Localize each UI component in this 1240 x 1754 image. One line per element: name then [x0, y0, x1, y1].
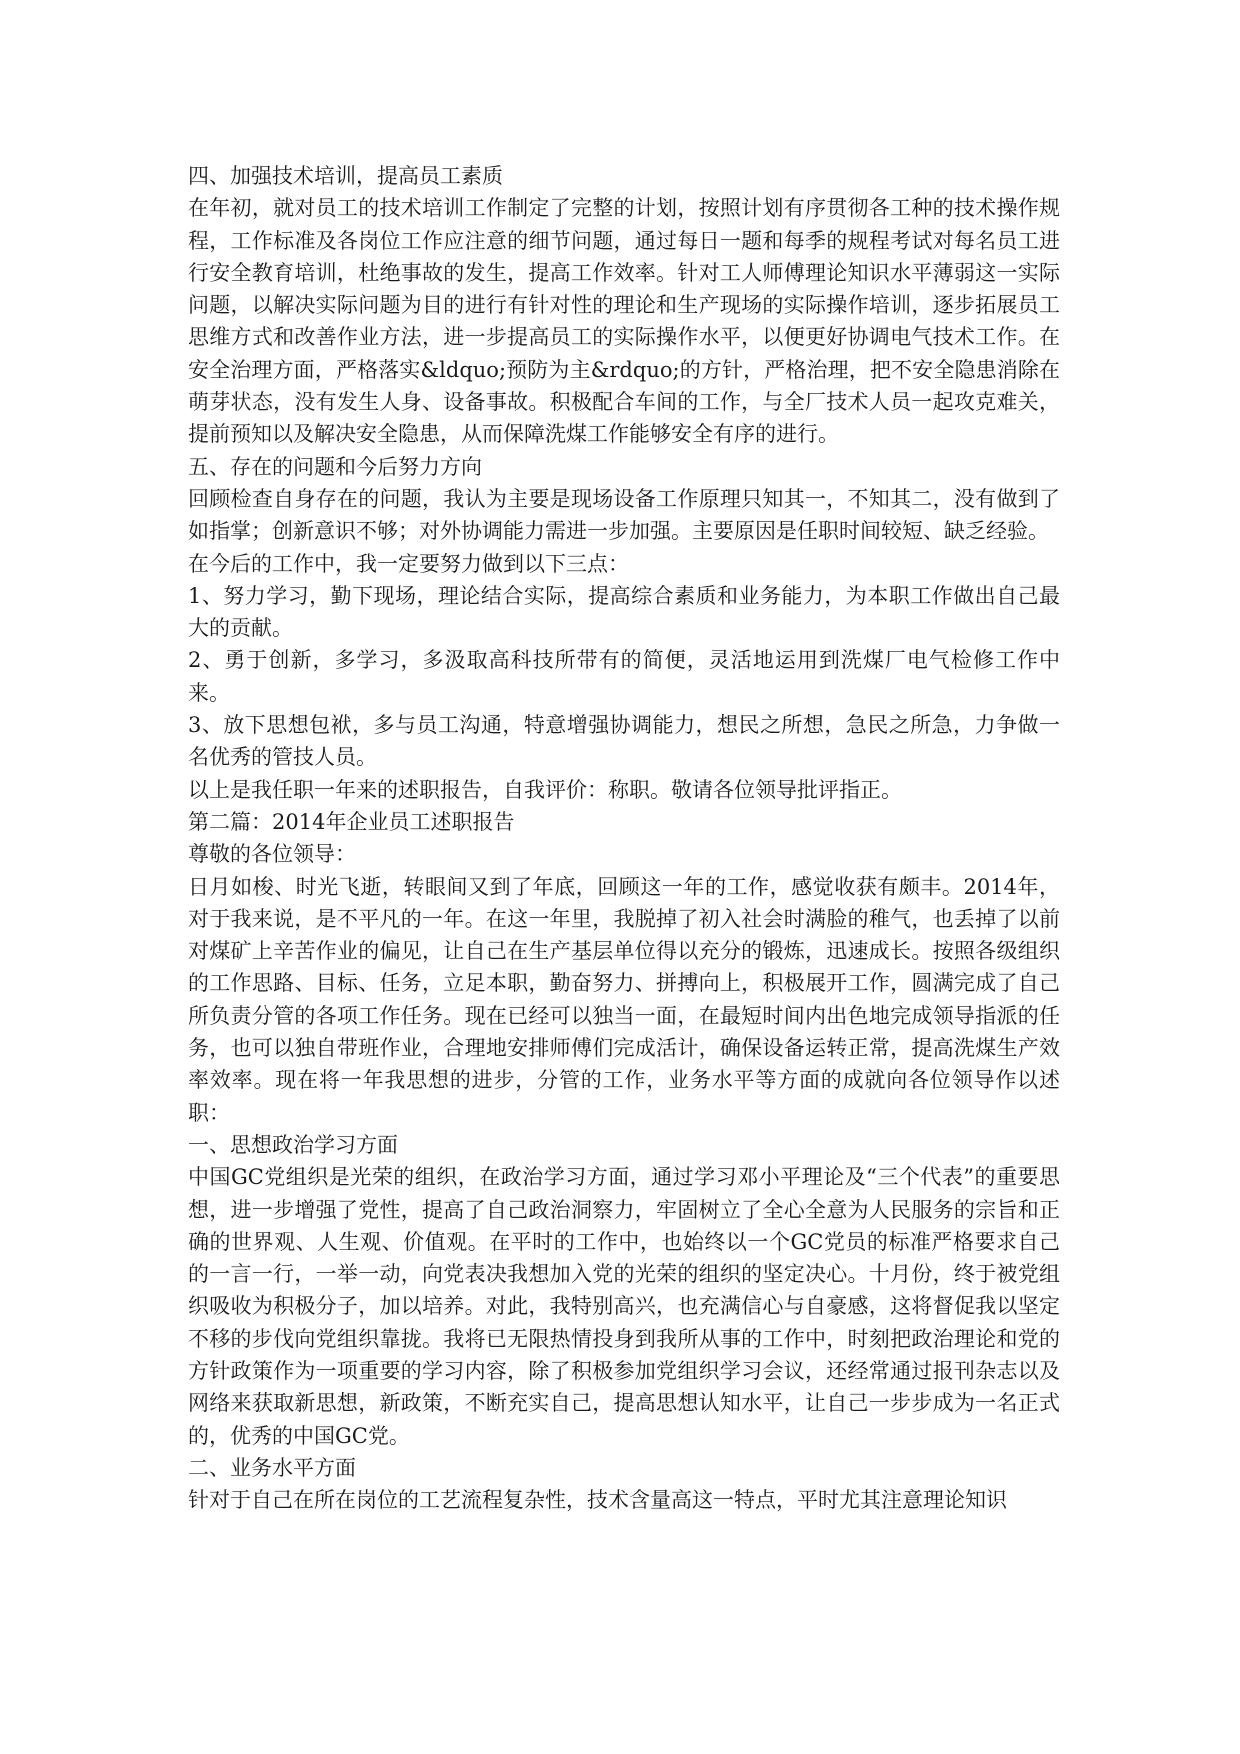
- section-heading-1: 一、思想政治学习方面: [188, 1132, 398, 1157]
- paragraph-training: 在年初，就对员工的技术培训工作制定了完整的计划，按照计划有序贯彻各工种的技术操作规程，工作标准及各岗位工作应注意的细节问题，通过每日一题和每季的规程考试对每名员工进行安全教育培训，杜绝事故的发生，提高工作效率。针对工人师傅理论知识水平薄弱这一实际问题，以解决实际问题为目的进行有针对性的理论和生产现场的实际操作培训，逐步拓展员工思维方式和改善作业方法，进一步提高员工的实际操作水平，以便更好协调电气技术工作。在安全治理方面，严格落实&ldquo;预防为主&rdquo;的方针，严格治理，把不安全隐患消除在萌芽状态，没有发生人身、设备事故。积极配合车间的工作，与全厂技术人员一起攻克难关，提前预知以及解决安全隐患，从而保障洗煤工作能够安全有序的进行。: [188, 196, 1060, 447]
- paragraph-year-review: 日月如梭、时光飞逝，转眼间又到了年底，回顾这一年的工作，感觉收获有颇丰。2014年，对于我来说，是不平凡的一年。在这一年里，我脱掉了初入社会时满脸的稚气，也丢掉了以前对煤矿上辛苦作业的偏见，让自己在生产基层单位得以充分的锻炼，迅速成长。按照各级组织的工作思路、目标、任务，立足本职，勤奋努力、拼搏向上，积极展开工作，圆满完成了自己所负责分管的各项工作任务。现在已经可以独当一面，在最短时间内出色地完成领导指派的任务，也可以独自带班作业，合理地安排师傅们完成活计，确保设备运转正常，提高洗煤生产效率效率。现在将一年我思想的进步，分管的工作，业务水平等方面的成就向各位领导作以述职：: [188, 874, 1060, 1125]
- paragraph-problems: 回顾检查自身存在的问题，我认为主要是现场设备工作原理只知其一，不知其二，没有做到了如指掌；创新意识不够；对外协调能力需进一步加强。主要原因是任职时间较短、缺乏经验。: [188, 486, 1060, 544]
- list-item-2: 2、勇于创新，多学习，多汲取高科技所带有的简便，灵活地运用到洗煤厂电气检修工作中来。: [188, 648, 1060, 705]
- paragraph-conclusion: 以上是我任职一年来的述职报告，自我评价：称职。敬请各位领导批评指正。: [188, 777, 902, 802]
- article-title-2: 第二篇：2014年企业员工述职报告: [188, 809, 515, 834]
- salutation: 尊敬的各位领导：: [188, 842, 356, 867]
- document-body: [188, 160, 1060, 1516]
- paragraph-three-points-intro: 在今后的工作中，我一定要努力做到以下三点：: [188, 551, 629, 576]
- paragraph-business-level: 针对于自己在所在岗位的工艺流程复杂性，技术含量高这一特点，平时尤其注意理论知识: [188, 1488, 1007, 1513]
- section-heading-5: 五、存在的问题和今后努力方向: [188, 454, 482, 479]
- section-heading-4: 四、加强技术培训，提高员工素质: [188, 164, 503, 188]
- paragraph-political-study: 中国GC党组织是光荣的组织，在政治学习方面，通过学习邓小平理论及“三个代表”的重要思想，进一步增强了党性，提高了自己政治洞察力，牢固树立了全心全意为人民服务的宗旨和正确的世界观、人生观、价值观。在平时的工作中，也始终以一个GC党员的标准严格要求自己的一言一行，一举一动，向党表决我想加入党的光荣的组织的坚定决心。十月份，终于被党组织吸收为积极分子，加以培养。对此，我特别高兴，也充满信心与自豪感，这将督促我以坚定不移的步伐向党组织靠拢。我将已无限热情投身到我所从事的工作中，时刻把政治理论和党的方针政策作为一项重要的学习内容，除了积极参加党组织学习会议，还经常通过报刊杂志以及网络来获取新思想，新政策，不断充实自己，提高思想认知水平，让自己一步步成为一名正式的，优秀的中国GC党。: [188, 1165, 1060, 1448]
- list-item-3: 3、放下思想包袱，多与员工沟通，特意增强协调能力，想民之所想，急民之所急，力争做一名优秀的管技人员。: [188, 713, 1060, 770]
- section-heading-2: 二、业务水平方面: [188, 1455, 356, 1480]
- list-item-1: 1、努力学习，勤下现场，理论结合实际，提高综合素质和业务能力，为本职工作做出自己最大的贡献。: [188, 583, 1060, 641]
